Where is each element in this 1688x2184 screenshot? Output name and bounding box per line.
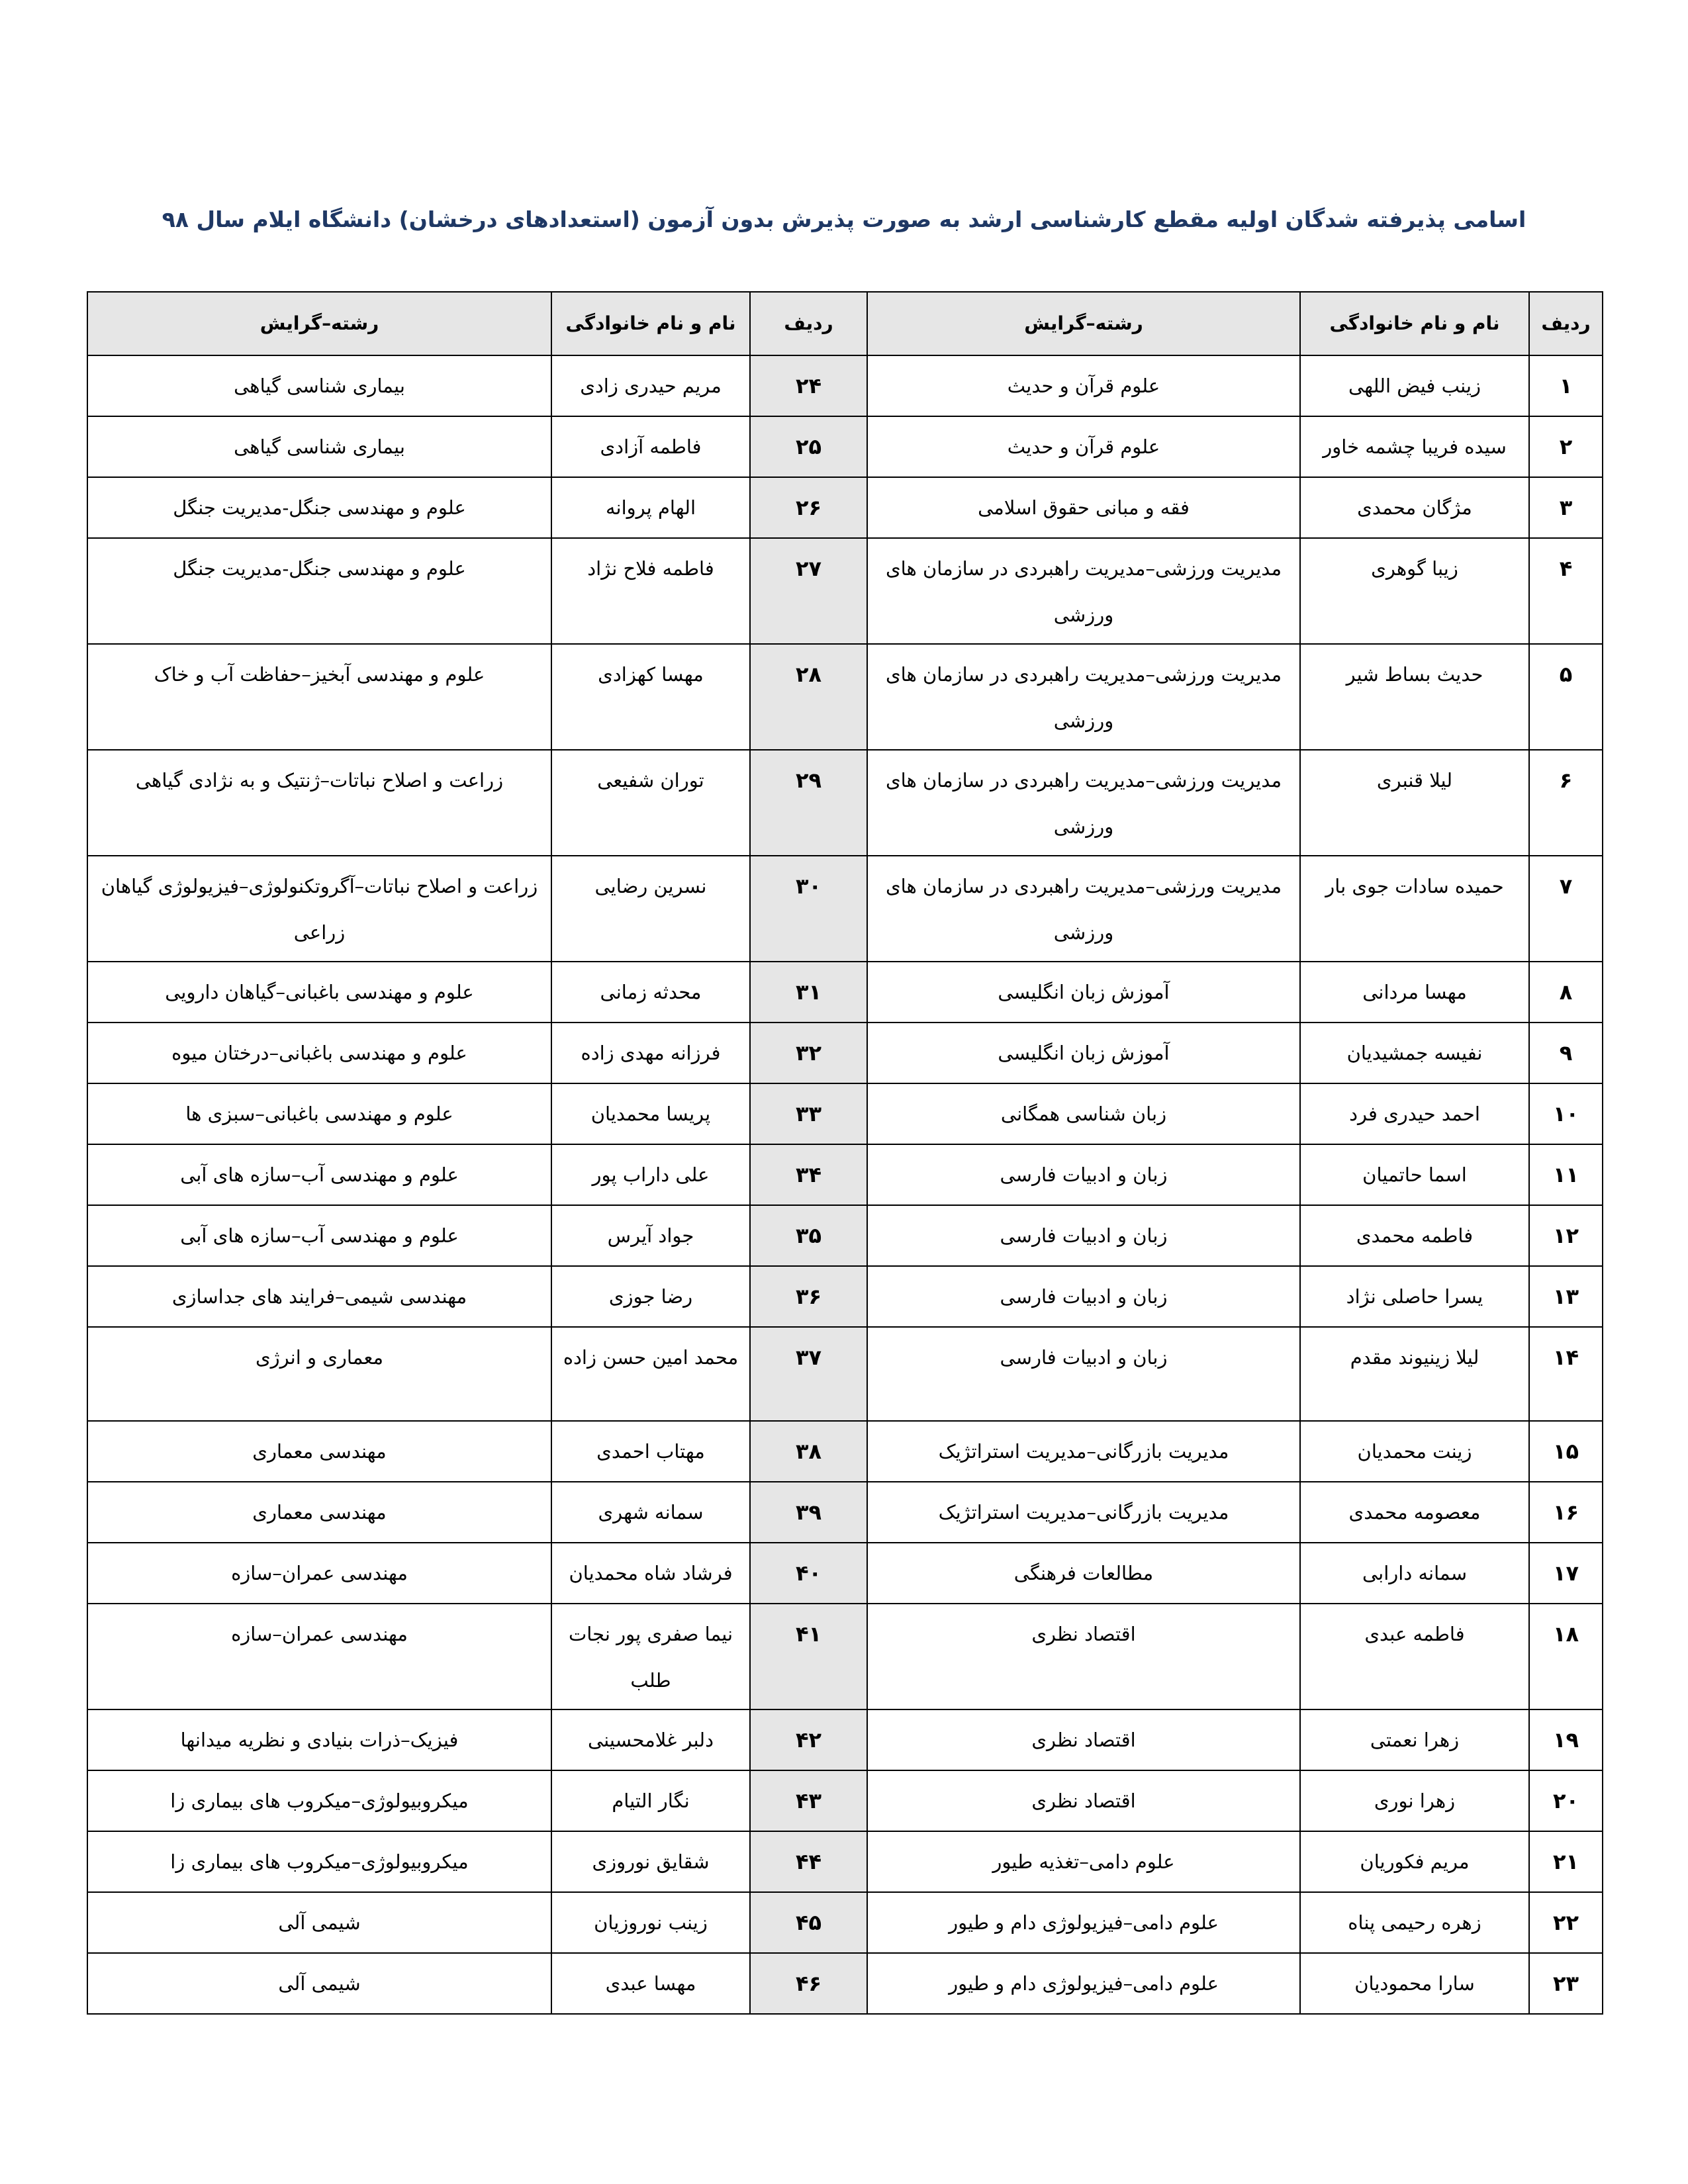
student-name: الهام پروانه (551, 477, 750, 538)
student-name: سیده فریبا چشمه خاور (1300, 416, 1529, 477)
field-of-study: علوم دامی–فیزیولوژی دام و طیور (867, 1892, 1300, 1953)
row-number: ۲۸ (750, 644, 867, 750)
row-number: ۲۰ (1529, 1770, 1603, 1831)
student-name: فرشاد شاه محمدیان (551, 1543, 750, 1604)
field-of-study: مدیریت ورزشی–مدیریت راهبردی در سازمان های ورزشی (867, 644, 1300, 750)
row-number: ۴ (1529, 538, 1603, 644)
table-row (87, 1266, 1603, 1327)
student-name: محدثه زمانی (551, 962, 750, 1023)
field-of-study: مدیریت بازرگانی–مدیریت استراتژیک (867, 1421, 1300, 1482)
row-number: ۱۳ (1529, 1266, 1603, 1327)
table-row (87, 1543, 1603, 1604)
student-name: دلبر غلامحسینی (551, 1709, 750, 1770)
table-row (87, 1327, 1603, 1421)
row-number: ۲۱ (1529, 1831, 1603, 1892)
field-of-study: علوم و مهندسی آب–سازه های آبی (87, 1144, 551, 1205)
field-of-study: میکروبیولوژی–میکروب های بیماری زا (87, 1770, 551, 1831)
student-name: فاطمه فلاح نژاد (551, 538, 750, 644)
row-number: ۳۳ (750, 1083, 867, 1144)
student-name: مریم فکوریان (1300, 1831, 1529, 1892)
row-number: ۲۵ (750, 416, 867, 477)
row-number: ۳۲ (750, 1023, 867, 1083)
row-number: ۲ (1529, 416, 1603, 477)
table-header-row (87, 292, 1603, 355)
table-row (87, 962, 1603, 1023)
student-name: زیبا گوهری (1300, 538, 1529, 644)
student-name: زینب فیض اللهی (1300, 355, 1529, 416)
field-of-study: اقتصاد نظری (867, 1709, 1300, 1770)
row-number: ۱۲ (1529, 1205, 1603, 1266)
row-number: ۴۶ (750, 1953, 867, 2014)
table-row (87, 1709, 1603, 1770)
table-row (87, 1421, 1603, 1482)
field-of-study: فقه و مبانی حقوق اسلامی (867, 477, 1300, 538)
field-of-study: زبان و ادبیات فارسی (867, 1327, 1300, 1421)
student-name: لیلا زینیوند مقدم (1300, 1327, 1529, 1421)
student-name: نسرین رضایی (551, 856, 750, 962)
header-row-number: ردیف (750, 292, 867, 355)
field-of-study: شیمی آلی (87, 1953, 551, 2014)
field-of-study: زبان و ادبیات فارسی (867, 1266, 1300, 1327)
table-row (87, 1083, 1603, 1144)
row-number: ۱ (1529, 355, 1603, 416)
row-number: ۴۰ (750, 1543, 867, 1604)
row-number: ۲۲ (1529, 1892, 1603, 1953)
field-of-study: مطالعات فرهنگی (867, 1543, 1300, 1604)
student-name: توران شفیعی (551, 750, 750, 856)
header-row-number: ردیف (1529, 292, 1603, 355)
student-name: سمانه دارابی (1300, 1543, 1529, 1604)
field-of-study: زراعت و اصلاح نباتات–ژنتیک و به نژادی گیاهی (87, 750, 551, 856)
table-row (87, 1482, 1603, 1543)
student-name: علی داراب پور (551, 1144, 750, 1205)
field-of-study: اقتصاد نظری (867, 1604, 1300, 1709)
row-number: ۳۷ (750, 1327, 867, 1421)
field-of-study: معماری و انرژی (87, 1327, 551, 1421)
row-number: ۳۵ (750, 1205, 867, 1266)
student-name: فاطمه آزادی (551, 416, 750, 477)
student-name: مهسا عبدی (551, 1953, 750, 2014)
row-number: ۴۳ (750, 1770, 867, 1831)
student-name: یسرا حاصلی نژاد (1300, 1266, 1529, 1327)
table-row (87, 1953, 1603, 2014)
table-row (87, 1604, 1603, 1709)
table-row (87, 1205, 1603, 1266)
row-number: ۷ (1529, 856, 1603, 962)
student-name: فاطمه عبدی (1300, 1604, 1529, 1709)
row-number: ۴۵ (750, 1892, 867, 1953)
student-name: محمد امین حسن زاده (551, 1327, 750, 1421)
field-of-study: شیمی آلی (87, 1892, 551, 1953)
student-name: مهسا مردانی (1300, 962, 1529, 1023)
field-of-study: مهندسی معماری (87, 1421, 551, 1482)
student-name: مهتاب احمدی (551, 1421, 750, 1482)
student-name: احمد حیدری فرد (1300, 1083, 1529, 1144)
admissions-table (87, 291, 1603, 2015)
student-name: لیلا قنبری (1300, 750, 1529, 856)
table-row (87, 1831, 1603, 1892)
student-name: حمیده سادات جوی بار (1300, 856, 1529, 962)
field-of-study: علوم قرآن و حدیث (867, 355, 1300, 416)
student-name: نیما صفری پور نجات طلب (551, 1604, 750, 1709)
student-name: مژگان محمدی (1300, 477, 1529, 538)
student-name: سمانه شهری (551, 1482, 750, 1543)
page-title: اسامی پذیرفته شدگان اولیه مقطع کارشناسی ارشد به صورت پذیرش بدون آزمون (استعدادهای درخشان) دانشگاه ایلام سال ۹۸ (162, 206, 1526, 232)
row-number: ۸ (1529, 962, 1603, 1023)
field-of-study: فیزیک–ذرات بنیادی و نظریه میدانها (87, 1709, 551, 1770)
field-of-study: علوم و مهندسی جنگل-مدیریت جنگل (87, 538, 551, 644)
row-number: ۲۶ (750, 477, 867, 538)
table-row (87, 1023, 1603, 1083)
row-number: ۳ (1529, 477, 1603, 538)
field-of-study: علوم و مهندسی آبخیز–حفاظت آب و خاک (87, 644, 551, 750)
row-number: ۲۹ (750, 750, 867, 856)
table-row (87, 416, 1603, 477)
student-name: زینت محمدیان (1300, 1421, 1529, 1482)
table-row (87, 644, 1603, 750)
field-of-study: علوم و مهندسی باغبانی–سبزی ها (87, 1083, 551, 1144)
row-number: ۳۶ (750, 1266, 867, 1327)
row-number: ۳۱ (750, 962, 867, 1023)
student-name: زهرا نعمتی (1300, 1709, 1529, 1770)
field-of-study: اقتصاد نظری (867, 1770, 1300, 1831)
student-name: معصومه محمدی (1300, 1482, 1529, 1543)
field-of-study: بیماری شناسی گیاهی (87, 416, 551, 477)
field-of-study: علوم و مهندسی باغبانی–گیاهان دارویی (87, 962, 551, 1023)
header-field: رشته–گرایش (867, 292, 1300, 355)
student-name: زینب نوروزیان (551, 1892, 750, 1953)
field-of-study: مدیریت ورزشی–مدیریت راهبردی در سازمان های ورزشی (867, 538, 1300, 644)
field-of-study: مدیریت ورزشی–مدیریت راهبردی در سازمان های ورزشی (867, 750, 1300, 856)
row-number: ۲۴ (750, 355, 867, 416)
student-name: مهسا کهزادی (551, 644, 750, 750)
field-of-study: مهندسی معماری (87, 1482, 551, 1543)
table-row (87, 750, 1603, 856)
row-number: ۱۸ (1529, 1604, 1603, 1709)
field-of-study: علوم قرآن و حدیث (867, 416, 1300, 477)
field-of-study: علوم دامی–تغذیه طیور (867, 1831, 1300, 1892)
field-of-study: میکروبیولوژی–میکروب های بیماری زا (87, 1831, 551, 1892)
table-row (87, 1892, 1603, 1953)
row-number: ۱۱ (1529, 1144, 1603, 1205)
student-name: نفیسه جمشیدیان (1300, 1023, 1529, 1083)
field-of-study: مهندسی شیمی–فرایند های جداسازی (87, 1266, 551, 1327)
row-number: ۱۷ (1529, 1543, 1603, 1604)
field-of-study: علوم دامی–فیزیولوژی دام و طیور (867, 1953, 1300, 2014)
row-number: ۴۲ (750, 1709, 867, 1770)
header-name: نام و نام خانوادگی (551, 292, 750, 355)
row-number: ۳۰ (750, 856, 867, 962)
row-number: ۴۴ (750, 1831, 867, 1892)
student-name: رضا جوزی (551, 1266, 750, 1327)
row-number: ۱۵ (1529, 1421, 1603, 1482)
field-of-study: مدیریت ورزشی–مدیریت راهبردی در سازمان های ورزشی (867, 856, 1300, 962)
row-number: ۳۴ (750, 1144, 867, 1205)
student-name: مریم حیدری زادی (551, 355, 750, 416)
field-of-study: علوم و مهندسی باغبانی–درختان میوه (87, 1023, 551, 1083)
field-of-study: مهندسی عمران–سازه (87, 1543, 551, 1604)
row-number: ۳۹ (750, 1482, 867, 1543)
student-name: فاطمه محمدی (1300, 1205, 1529, 1266)
row-number: ۴۱ (750, 1604, 867, 1709)
row-number: ۹ (1529, 1023, 1603, 1083)
student-name: زهرا نوری (1300, 1770, 1529, 1831)
student-name: سارا محمودیان (1300, 1953, 1529, 2014)
table-row (87, 1144, 1603, 1205)
student-name: زهره رحیمی پناه (1300, 1892, 1529, 1953)
field-of-study: زبان و ادبیات فارسی (867, 1205, 1300, 1266)
row-number: ۳۸ (750, 1421, 867, 1482)
student-name: پریسا محمدیان (551, 1083, 750, 1144)
field-of-study: آموزش زبان انگلیسی (867, 962, 1300, 1023)
header-field: رشته–گرایش (87, 292, 551, 355)
field-of-study: زراعت و اصلاح نباتات–آگروتکنولوژی–فیزیولوژی گیاهان زراعی (87, 856, 551, 962)
row-number: ۱۹ (1529, 1709, 1603, 1770)
field-of-study: علوم و مهندسی آب–سازه های آبی (87, 1205, 551, 1266)
student-name: جواد آیرس (551, 1205, 750, 1266)
table-row (87, 538, 1603, 644)
student-name: فرزانه مهدی زاده (551, 1023, 750, 1083)
table-row (87, 355, 1603, 416)
table-row (87, 856, 1603, 962)
field-of-study: بیماری شناسی گیاهی (87, 355, 551, 416)
row-number: ۲۷ (750, 538, 867, 644)
student-name: نگار التیام (551, 1770, 750, 1831)
row-number: ۱۶ (1529, 1482, 1603, 1543)
field-of-study: مدیریت بازرگانی–مدیریت استراتژیک (867, 1482, 1300, 1543)
row-number: ۱۴ (1529, 1327, 1603, 1421)
row-number: ۵ (1529, 644, 1603, 750)
row-number: ۲۳ (1529, 1953, 1603, 2014)
row-number: ۶ (1529, 750, 1603, 856)
field-of-study: آموزش زبان انگلیسی (867, 1023, 1300, 1083)
field-of-study: زبان و ادبیات فارسی (867, 1144, 1300, 1205)
row-number: ۱۰ (1529, 1083, 1603, 1144)
field-of-study: زبان شناسی همگانی (867, 1083, 1300, 1144)
student-name: حدیث بساط شیر (1300, 644, 1529, 750)
student-name: شقایق نوروزی (551, 1831, 750, 1892)
table-row (87, 1770, 1603, 1831)
field-of-study: مهندسی عمران–سازه (87, 1604, 551, 1709)
field-of-study: علوم و مهندسی جنگل-مدیریت جنگل (87, 477, 551, 538)
student-name: اسما حاتمیان (1300, 1144, 1529, 1205)
table-row (87, 477, 1603, 538)
header-name: نام و نام خانوادگی (1300, 292, 1529, 355)
